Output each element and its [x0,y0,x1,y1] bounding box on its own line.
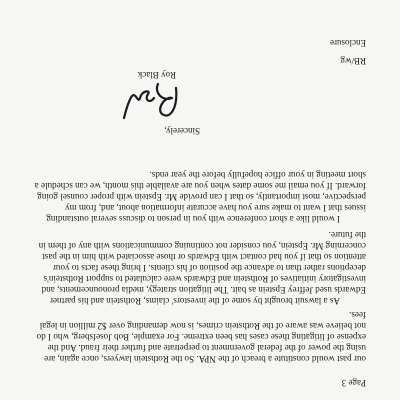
body-paragraph-2: As a lawsuit brought by some of the investors' claims, Rothstein and his partner Edwards used Jeffrey Epstein as bait. The litigation strategy, media pronouncements, and investigatory initiatives of Rothstein and Edwards were calculated to support Rothstein's deceptions rather than to advance the position of his clients. I bring these facts to your attention so that if you had contact with Edwards or those associated with him in the past concerning Mr. Epstein, you consider not continuing communications with any of them in the future. [38,230,366,306]
signer-name: Roy Black [137,70,176,80]
closing-salutation: Sincerely, [164,126,200,136]
body-paragraph-3: I would like a short conference with you in person to discuss several outstanding issues that I want to make sure you have accurate information about, and, from my perspective, most importantly, so that I can provide Mr. Epstein with proper counsel going forward. If you email me some dates when you are available this month, we can schedule a short meeting in your office hopefully before the year ends. [34,170,366,224]
page-number: Page 3 [341,378,366,388]
enclosure-note: Enclosure [330,38,366,48]
handwritten-signature [114,74,184,128]
body-paragraph-1: our past would constitute a breach of the NPA. So the Rothstein lawyers, once again, are using the power of the federal government to perpetrate and further their fraud. And the expense of litigating these cases has been extreme. For example, Bob Josefsberg, who I do not believe was aware of the Rothstein crimes, is now demanding over $2 million in legal fees. [36,310,366,364]
typist-initials: RB/wg [340,56,366,66]
